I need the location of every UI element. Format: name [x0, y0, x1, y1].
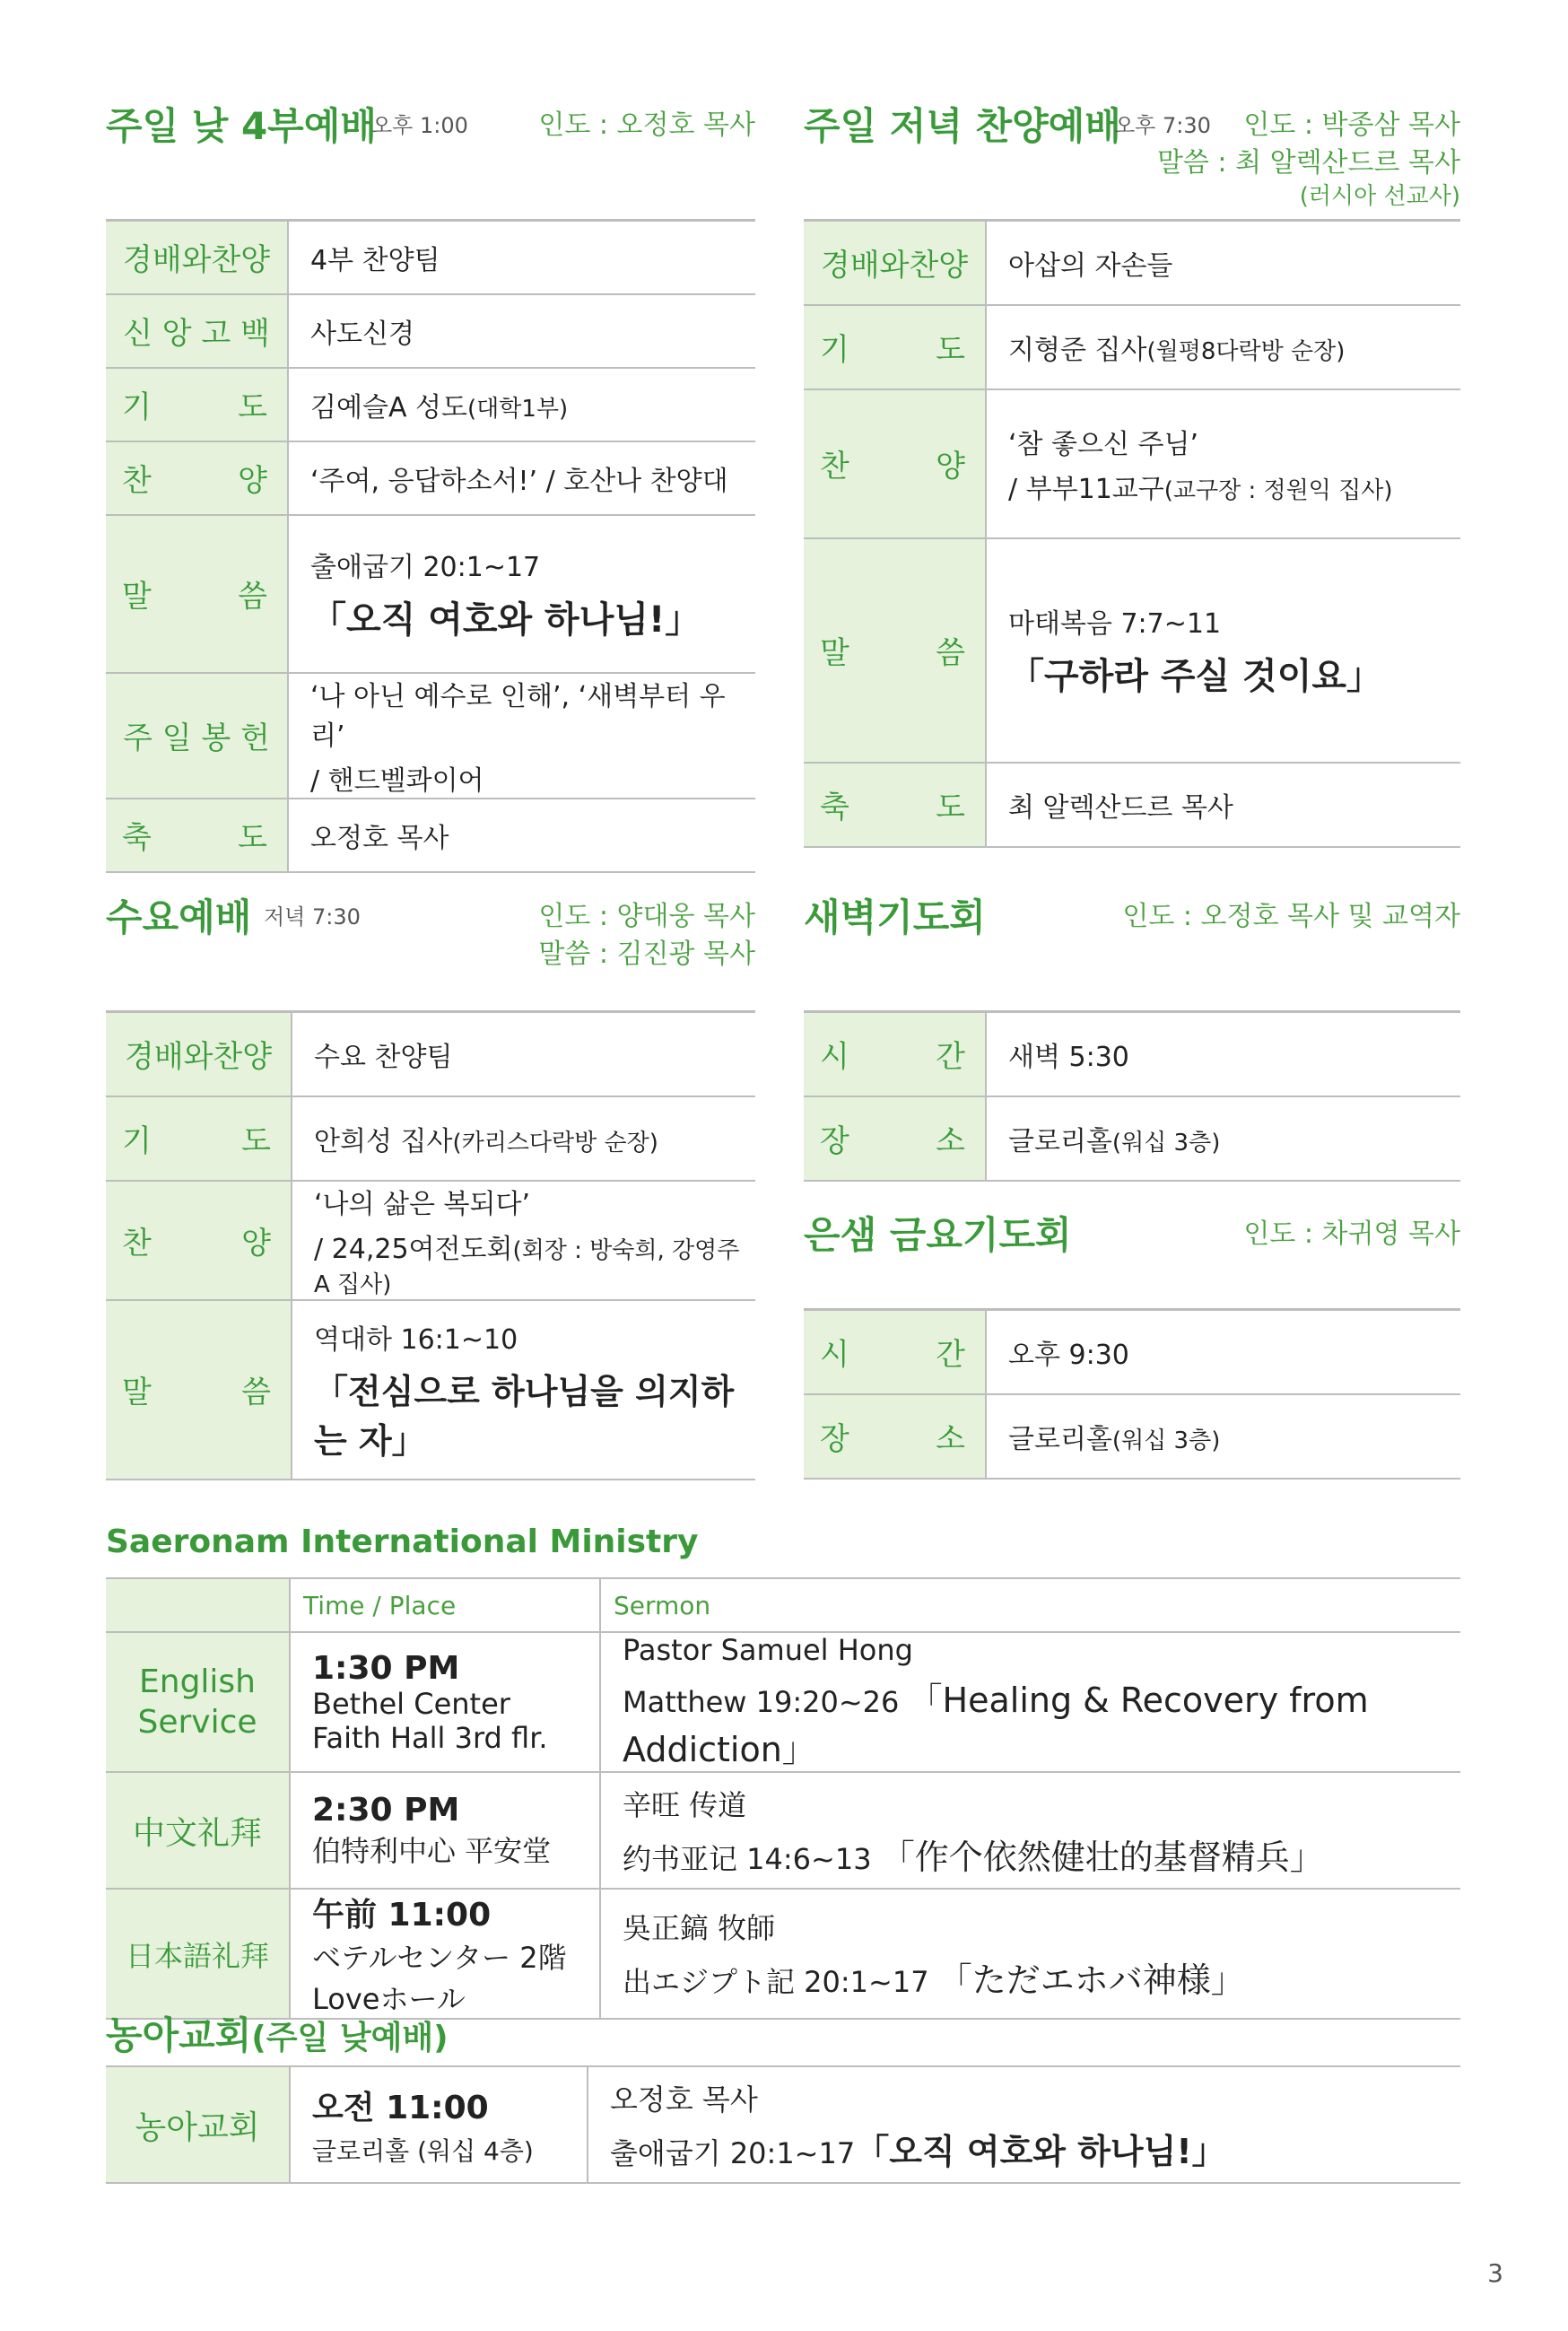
row-value: ‘나 아닌 예수로 인해’, ‘새벽부터 우리’ / 핸드벨콰이어 — [288, 673, 755, 799]
friday-title: 은샘 금요기도회 — [804, 1213, 1072, 1257]
row-value: 안희성 집사(카리스다락방 순장) — [292, 1096, 755, 1181]
row-label: 장 소 — [804, 1096, 986, 1181]
row-label: 말 씀 — [106, 515, 288, 673]
service-sermon: Pastor Samuel Hong Matthew 19:20~26 「Healing & Recovery from Addiction」 — [600, 1632, 1460, 1772]
sunday-evening-table — [804, 219, 1460, 848]
row-value: ‘주여, 응답하소서!’ / 호산나 찬양대 — [288, 441, 755, 515]
table-row — [106, 2066, 1460, 2183]
table-row — [804, 1310, 1460, 1394]
deaf-table — [106, 2065, 1460, 2184]
row-label: 신 앙 고 백 — [106, 294, 288, 368]
scripture-ref: 출애굽기 20:1~17 — [310, 552, 541, 583]
row-label: 말 씀 — [804, 538, 986, 763]
sunday-evening-leader: 인도 : 박종삼 목사 — [1243, 109, 1460, 141]
dawn-leader: 인도 : 오정호 목사 및 교역자 — [1122, 901, 1460, 932]
sunday-evening-preacher: 말씀 : 최 알렉산드르 목사 — [1156, 147, 1460, 179]
table-row — [106, 441, 755, 515]
row-value: 글로리홀(워십 3층) — [986, 1096, 1460, 1181]
table-header-row — [106, 1578, 1460, 1632]
wednesday-table — [106, 1010, 755, 1480]
sunday-evening-time: 오후 7:30 — [1114, 113, 1211, 138]
row-label: 기 도 — [804, 305, 986, 389]
dawn-table — [804, 1010, 1460, 1182]
sunday4-table — [106, 219, 755, 873]
row-label: 기 도 — [106, 1096, 292, 1181]
wednesday-leader: 인도 : 양대웅 목사 — [538, 901, 755, 932]
row-label: 찬 양 — [106, 441, 288, 515]
sermon-title: 「오직 여호와 하나님!」 — [310, 599, 701, 641]
row-value: 김예슬A 성도(대학1부) — [288, 368, 755, 441]
table-row — [106, 1012, 755, 1096]
row-value: 오후 9:30 — [986, 1310, 1460, 1394]
table-row — [804, 1394, 1460, 1479]
row-value: 수요 찬양팀 — [292, 1012, 755, 1096]
table-row — [804, 1096, 1460, 1181]
sunday4-leader: 인도 : 오정호 목사 — [538, 109, 755, 141]
sunday-evening-preacher-note: (러시아 선교사) — [1299, 183, 1460, 210]
sermon-title: 「전심으로 하나님을 의지하는 자」 — [314, 1371, 735, 1461]
dawn-title: 새벽기도회 — [804, 895, 986, 939]
row-value — [288, 515, 755, 673]
row-label: 찬 양 — [804, 389, 986, 538]
header-time-place: Time / Place — [290, 1578, 600, 1632]
row-label: 주 일 봉 헌 — [106, 673, 288, 799]
row-value: ‘참 좋으신 주님’ / 부부11교구(교구장 : 정원익 집사) — [986, 389, 1460, 538]
header-sermon: Sermon — [600, 1578, 1460, 1632]
service-name: 日本語礼拜 — [106, 1889, 290, 2019]
table-row — [804, 305, 1460, 389]
friday-leader: 인도 : 차귀영 목사 — [1243, 1218, 1460, 1250]
wednesday-title: 수요예배 — [106, 895, 252, 939]
scripture-ref: 마태복음 7:7~11 — [1008, 608, 1222, 640]
table-row — [804, 1012, 1460, 1096]
table-row — [106, 673, 755, 799]
service-time-place: 오전 11:00 글로리홀 (워십 4층) — [290, 2066, 588, 2183]
sunday4-time: 오후 1:00 — [371, 113, 468, 138]
table-row — [804, 538, 1460, 763]
sermon-title: 「구하라 주실 것이요」 — [1008, 656, 1382, 697]
table-row — [106, 1300, 755, 1480]
row-label: 장 소 — [804, 1394, 986, 1479]
sunday4-title: 주일 낮 4부예배 — [106, 104, 377, 148]
service-time-place: 1:30 PM Bethel Center Faith Hall 3rd flr. — [290, 1632, 600, 1772]
friday-table — [804, 1308, 1460, 1480]
service-time-place: 2:30 PM 伯特利中心 平安堂 — [290, 1772, 600, 1889]
row-label: 경배와찬양 — [804, 221, 986, 305]
wednesday-time: 저녁 7:30 — [264, 904, 361, 930]
table-row — [804, 389, 1460, 538]
row-value: 오정호 목사 — [288, 799, 755, 872]
table-row — [106, 515, 755, 673]
service-name: 中文礼拜 — [106, 1772, 290, 1889]
sunday-evening-title: 주일 저녁 찬양예배 — [804, 104, 1121, 148]
row-value — [292, 1300, 755, 1480]
row-label: 시 간 — [804, 1310, 986, 1394]
row-value: 새벽 5:30 — [986, 1012, 1460, 1096]
row-value: 글로리홀(워십 3층) — [986, 1394, 1460, 1479]
row-value: 사도신경 — [288, 294, 755, 368]
table-row — [106, 799, 755, 872]
row-label: 경배와찬양 — [106, 221, 288, 294]
wednesday-preacher: 말씀 : 김진광 목사 — [538, 939, 755, 970]
table-row — [106, 1181, 755, 1300]
row-label: 기 도 — [106, 368, 288, 441]
row-value: 아삽의 자손들 — [986, 221, 1460, 305]
row-label: 축 도 — [804, 763, 986, 847]
row-label: 경배와찬양 — [106, 1012, 292, 1096]
table-row — [106, 1632, 1460, 1772]
row-value: 지형준 집사(월평8다락방 순장) — [986, 305, 1460, 389]
table-row — [106, 221, 755, 294]
row-value: 최 알렉산드르 목사 — [986, 763, 1460, 847]
header-blank — [106, 1578, 290, 1632]
row-label: 말 씀 — [106, 1300, 292, 1480]
international-table — [106, 1577, 1460, 2020]
international-title: Saeronam International Ministry — [106, 1523, 699, 1560]
table-row — [106, 368, 755, 441]
service-sermon: 오정호 목사 출애굽기 20:1~17「오직 여호와 하나님!」 — [588, 2066, 1460, 2183]
scripture-ref: 역대하 16:1~10 — [314, 1323, 518, 1356]
row-label: 시 간 — [804, 1012, 986, 1096]
row-value — [986, 538, 1460, 763]
service-sermon: 辛旺 传道 约书亚记 14:6~13 「作个依然健壮的基督精兵」 — [600, 1772, 1460, 1889]
row-value: 4부 찬양팀 — [288, 221, 755, 294]
row-label: 찬 양 — [106, 1181, 292, 1300]
table-row — [106, 294, 755, 368]
service-sermon: 吳正鎬 牧師 出エジプト記 20:1~17 「ただエホバ神様」 — [600, 1889, 1460, 2019]
service-name: English Service — [106, 1632, 290, 1772]
row-value: ‘나의 삶은 복되다’ / 24,25여전도회(회장 : 방숙희, 강영주A 집사) — [292, 1181, 755, 1300]
row-label: 축 도 — [106, 799, 288, 872]
table-row — [804, 763, 1460, 847]
table-row — [804, 221, 1460, 305]
service-time-place: 午前 11:00 ベテルセンター 2階 Loveホール — [290, 1889, 600, 2019]
table-row — [106, 1772, 1460, 1889]
deaf-title: 농아교회(주일 낮예배) — [106, 2013, 449, 2057]
service-name: 농아교회 — [106, 2066, 290, 2183]
table-row — [106, 1889, 1460, 2019]
page-number: 3 — [1487, 2258, 1503, 2288]
table-row — [106, 1096, 755, 1181]
